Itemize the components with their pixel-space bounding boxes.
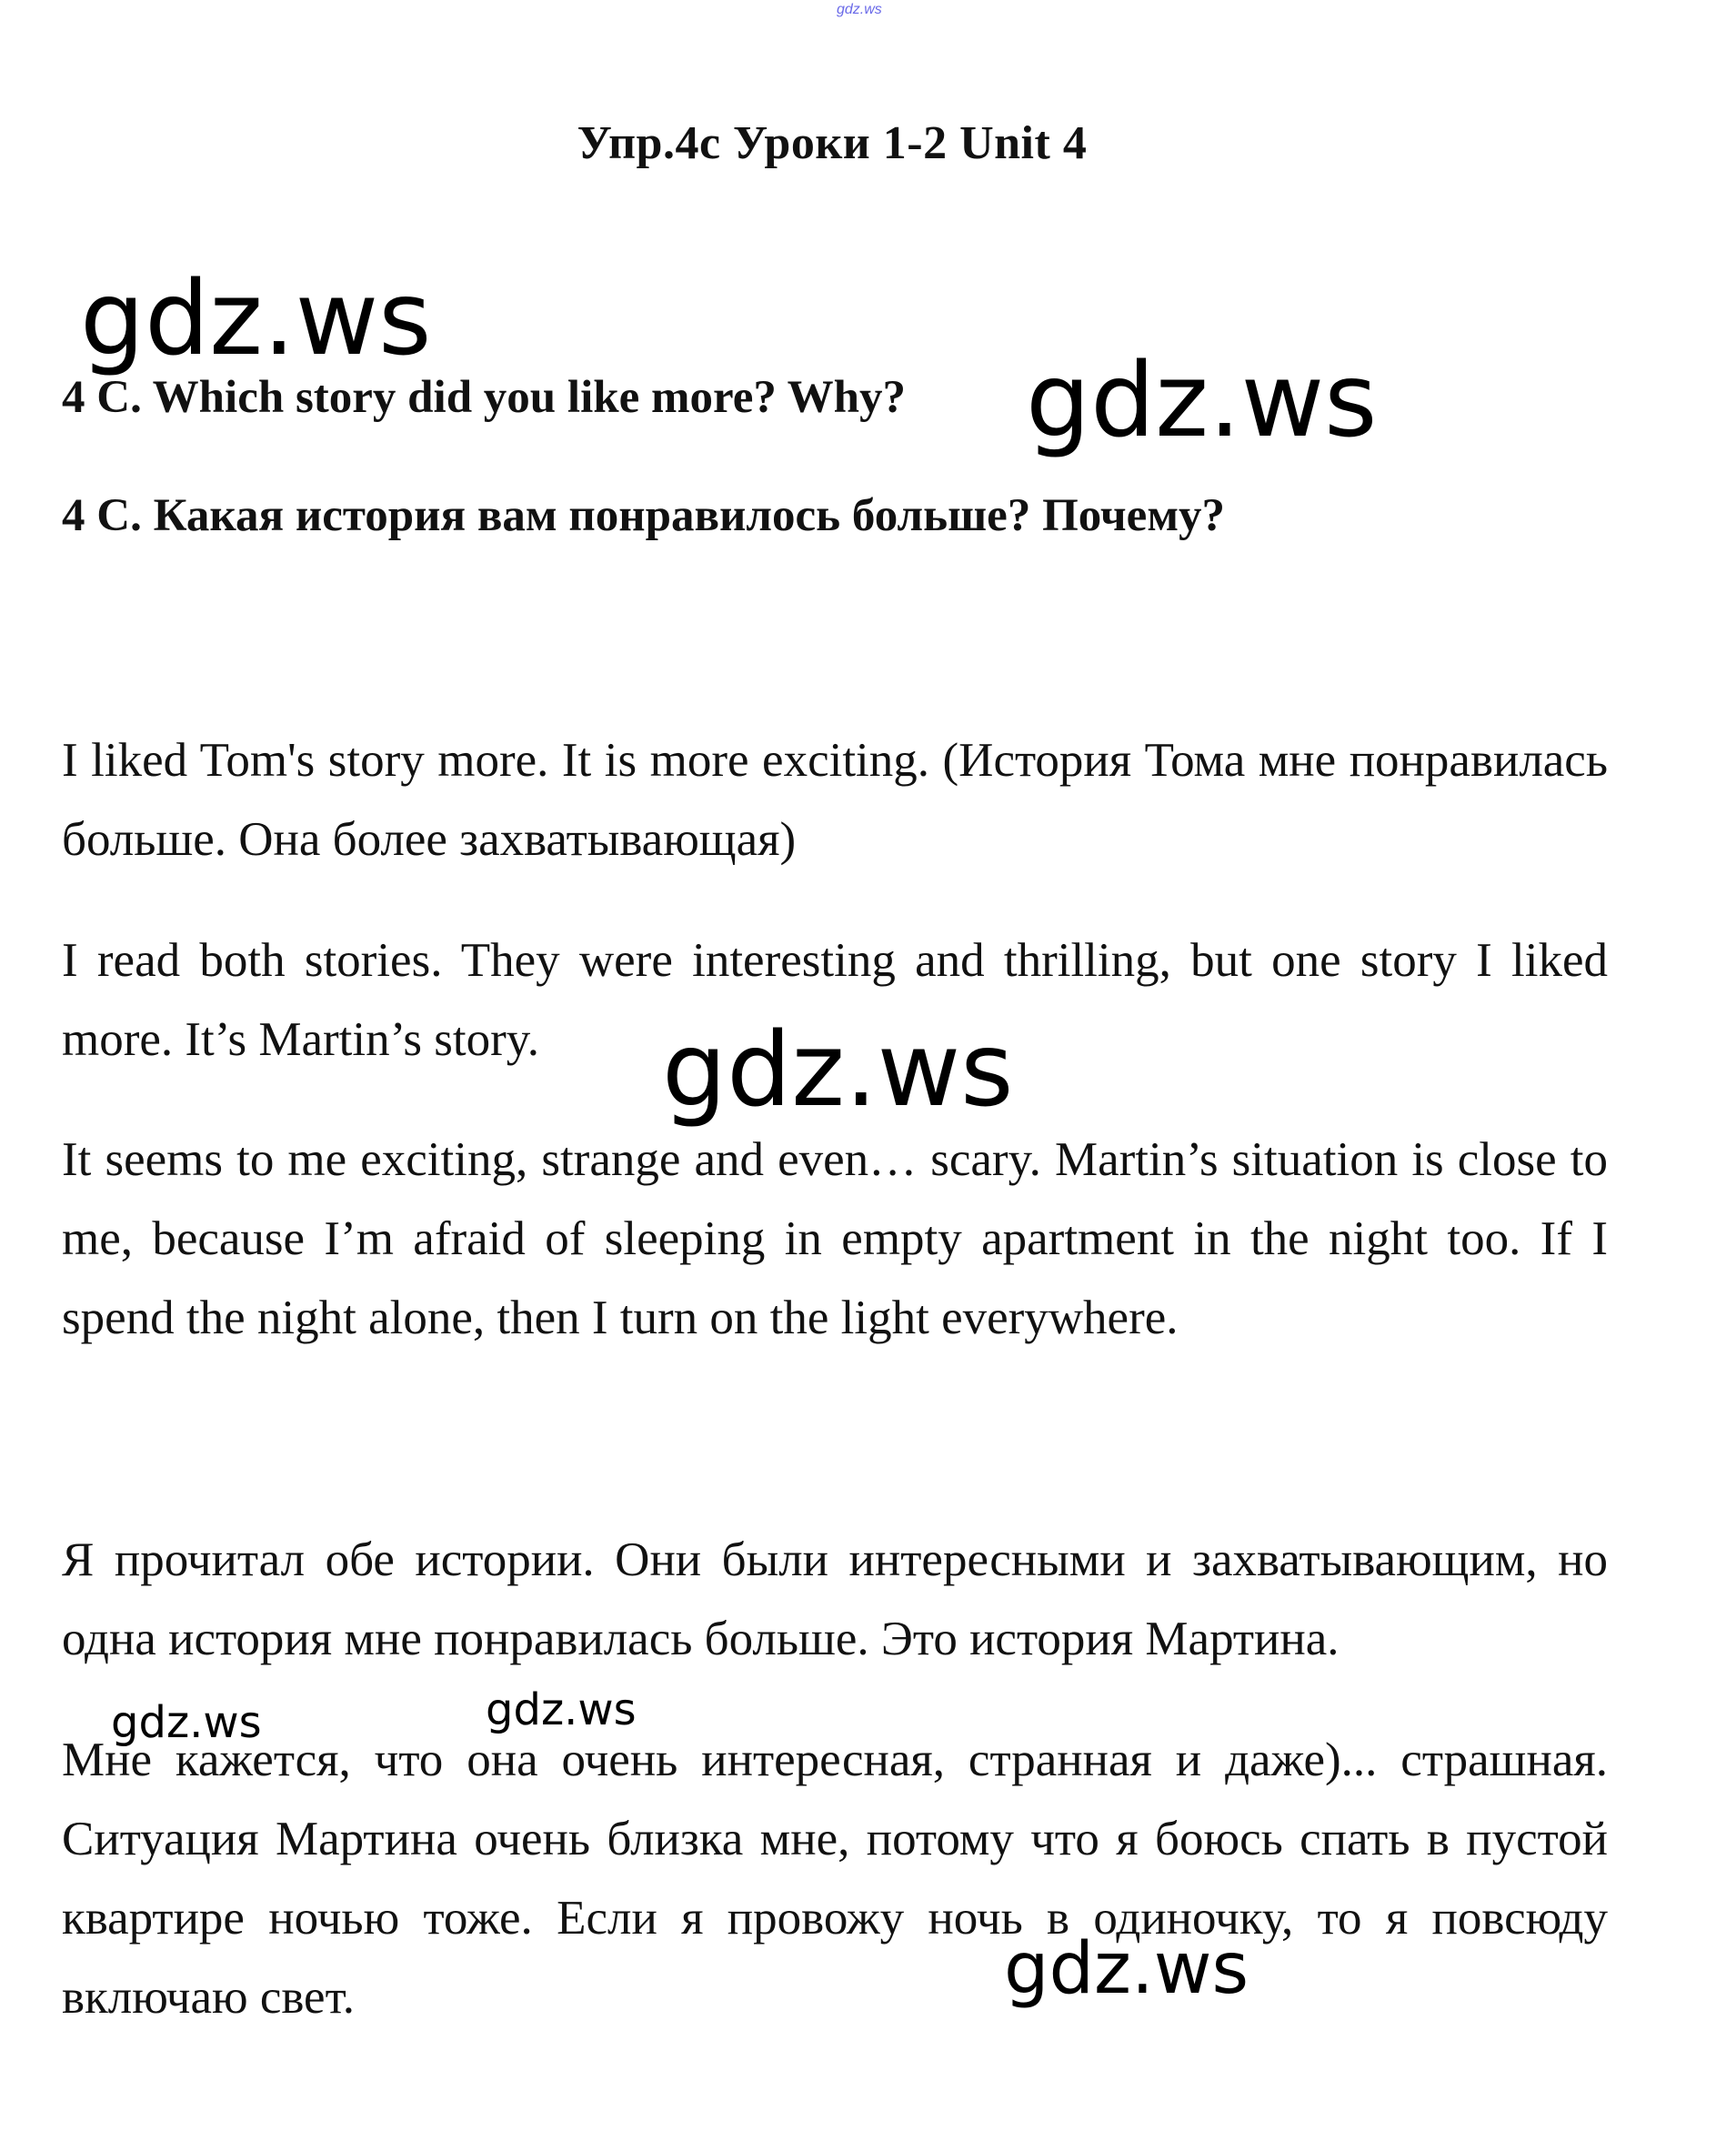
answer-paragraph-1: I liked Tom's story more. It is more exciting. (История Тома мне понравилась больше. Она более захватывающая) — [62, 734, 1608, 866]
translation-paragraph-2: Мне кажется, что она очень интересная, странная и даже)... страшная. Ситуация Мартина очень близка мне, потому что я боюсь спать в пустой квартире ночью тоже. Если я провожу ночь в одиночку, то я повсюду включаю свет. — [62, 1734, 1608, 2024]
watermark: gdz.ws — [1004, 1928, 1249, 2010]
translation-paragraph-1: Я прочитал обе истории. Они были интересными и захватывающим, но одна история мне понравилась больше. Это история Мартина. — [62, 1533, 1608, 1665]
watermark: gdz.ws — [80, 260, 432, 378]
task-russian: 4 C. Какая история вам понравилось больше? Почему? — [62, 490, 1226, 541]
watermark: gdz.ws — [486, 1684, 637, 1735]
watermark: gdz.ws — [662, 1011, 1014, 1130]
watermark: gdz.ws — [111, 1697, 262, 1748]
answer-paragraph-2: I read both stories. They were interesting and thrilling, but one story I liked more. It’s Martin’s story. — [62, 934, 1608, 1066]
answer-paragraph-3: It seems to me exciting, strange and even… scary. Martin’s situation is close to me, because I’m afraid of sleeping in empty apartment in the night too. If I spend the night alone, then I turn on the light everywhere. — [62, 1133, 1608, 1344]
page-title: Упр.4c Уроки 1-2 Unit 4 — [577, 117, 1088, 169]
top-watermark: gdz.ws — [837, 2, 882, 17]
watermark: gdz.ws — [1026, 342, 1378, 460]
task-english: 4 C. Which story did you like more? Why? — [62, 372, 907, 423]
